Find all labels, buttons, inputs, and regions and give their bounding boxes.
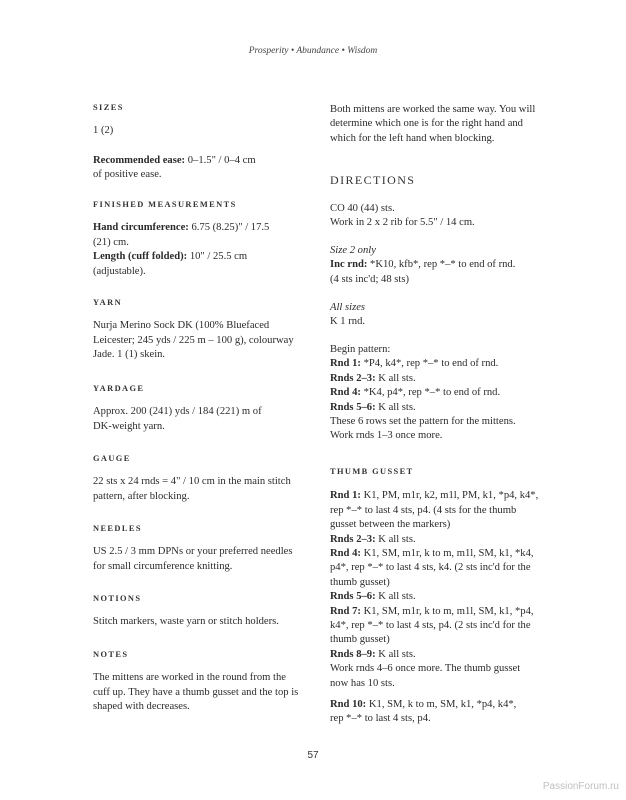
gusset-line: k4*, rep *–* to last 4 sts, p4. (2 sts inc'd for the <box>330 620 531 632</box>
rnd-4: Rnd 4: *K4, p4*, rep *–* to end of rnd. <box>330 387 501 399</box>
gauge-line: 22 sts x 24 rnds = 4" / 10 cm in the main stitch <box>93 476 291 488</box>
inc-rnd-cont: (4 sts inc'd; 48 sts) <box>330 273 410 285</box>
gusset-rnds-8-9: Rnds 8–9: K all sts. <box>330 648 416 660</box>
hand-circumference-cont: (21) cm. <box>93 236 129 248</box>
set-line: These 6 rows set the pattern for the mittens. <box>330 416 516 428</box>
gusset-line: now has 10 sts. <box>330 677 395 689</box>
notes-line: shaped with decreases. <box>93 701 190 713</box>
rnd-1: Rnd 1: *P4, k4*, rep *–* to end of rnd. <box>330 358 499 370</box>
notions-section <box>93 592 307 630</box>
yarn-line: Nurja Merino Sock DK (100% Bluefaced <box>93 320 270 332</box>
intro-line: which for the left hand when blocking. <box>330 132 495 144</box>
inc-rnd: Inc rnd: *K10, kfb*, rep *–* to end of rnd. <box>330 259 516 271</box>
sizes-value: 1 (2) <box>93 125 114 137</box>
gauge-section <box>93 452 307 504</box>
size-2-section <box>330 244 542 287</box>
notions-line: Stitch markers, waste yarn or stitch holders. <box>93 616 279 628</box>
length-cont: (adjustable). <box>93 265 146 277</box>
cast-on-line: CO 40 (44) sts. <box>330 203 395 214</box>
yardage-heading: YARDAGE <box>93 384 145 393</box>
recommended-ease: Recommended ease: 0–1.5" / 0–4 cm <box>93 154 256 166</box>
intro-section <box>330 103 542 146</box>
gusset-rnd-10-section <box>330 698 542 727</box>
notes-line: The mittens are worked in the round from the <box>93 672 286 684</box>
size-2-label: Size 2 only <box>330 245 376 256</box>
begin-pattern-section <box>330 343 542 444</box>
finished-heading: FINISHED MEASUREMENTS <box>93 200 237 209</box>
needles-line: US 2.5 / 3 mm DPNs or your preferred needles <box>93 546 293 558</box>
yardage-section <box>93 382 307 434</box>
length: Length (cuff folded): 10" / 25.5 cm <box>93 251 248 263</box>
all-sizes-section <box>330 301 542 330</box>
gusset-rnds-2-3: Rnds 2–3: K all sts. <box>330 533 416 545</box>
finished-measurements-section <box>93 198 307 279</box>
sizes-heading: SIZES <box>93 103 124 112</box>
gusset-line: rep *–* to last 4 sts, p4. <box>330 713 431 725</box>
page-number: 57 <box>307 750 319 761</box>
gusset-line: thumb gusset) <box>330 576 390 588</box>
hand-circumference: Hand circumference: 6.75 (8.25)" / 17.5 <box>93 222 270 234</box>
rnds-2-3: Rnds 2–3: K all sts. <box>330 372 416 384</box>
gauge-heading: GAUGE <box>93 454 131 463</box>
gusset-rnd-4: Rnd 4: K1, SM, m1r, k to m, m1l, SM, k1, *k4, <box>330 548 534 560</box>
intro-line: Both mittens are worked the same way. You will <box>330 104 536 115</box>
notions-heading: NOTIONS <box>93 594 142 603</box>
notes-line: cuff up. They have a thumb gusset and the top is <box>93 686 299 698</box>
thumb-gusset-section <box>330 465 542 691</box>
yarn-line: Jade. 1 (1) skein. <box>93 349 166 361</box>
gusset-line: Work rnds 4–6 once more. The thumb gusset <box>330 663 521 675</box>
cast-on <box>330 202 542 231</box>
running-header: Prosperity • Abundance • Wisdom <box>248 46 378 56</box>
gusset-line: thumb gusset) <box>330 634 390 646</box>
gusset-rnds-5-6: Rnds 5–6: K all sts. <box>330 591 416 603</box>
needles-section <box>93 522 307 574</box>
gusset-line: p4*, rep *–* to last 4 sts, k4. (2 sts inc'd for the <box>330 562 531 574</box>
begin-pattern: Begin pattern: <box>330 344 391 355</box>
needles-heading: NEEDLES <box>93 524 142 533</box>
yarn-line: Leicester; 245 yds / 225 m – 100 g), colourway <box>93 334 294 346</box>
needles-line: for small circumference knitting. <box>93 560 233 572</box>
gusset-line: rep *–* to last 4 sts, p4. (4 sts for the thumb <box>330 504 517 516</box>
rnds-5-6: Rnds 5–6: K all sts. <box>330 401 416 413</box>
set-line: Work rnds 1–3 once more. <box>330 430 443 442</box>
notes-heading: NOTES <box>93 650 129 659</box>
gusset-rnd-1: Rnd 1: K1, PM, m1r, k2, m1l, PM, k1, *p4, k4*, <box>330 490 539 502</box>
yarn-heading: YARN <box>93 298 123 307</box>
directions-heading: DIRECTIONS <box>330 173 416 187</box>
gauge-line: pattern, after blocking. <box>93 490 190 502</box>
all-sizes-label: All sizes <box>330 302 366 313</box>
intro-line: determine which one is for the right hand and <box>330 118 523 130</box>
yarn-section <box>93 296 307 363</box>
cast-on-line: Work in 2 x 2 rib for 5.5" / 14 cm. <box>330 217 475 229</box>
recommended-ease-cont: of positive ease. <box>93 169 162 181</box>
yardage-line: Approx. 200 (241) yds / 184 (221) m of <box>93 406 262 418</box>
yardage-line: DK-weight yarn. <box>93 420 165 432</box>
gusset-line: gusset between the markers) <box>330 519 451 531</box>
watermark: PassionForum.ru <box>542 781 619 792</box>
gusset-rnd-7: Rnd 7: K1, SM, m1r, k to m, m1l, SM, k1, *p4, <box>330 605 534 617</box>
directions-heading-wrap <box>330 173 542 187</box>
notes-section <box>93 648 307 715</box>
k1-rnd: K 1 rnd. <box>330 316 366 328</box>
gusset-rnd-10: Rnd 10: K1, SM, k to m, SM, k1, *p4, k4*, <box>330 699 517 710</box>
thumb-gusset-heading: THUMB GUSSET <box>330 467 414 476</box>
sizes-section <box>93 101 307 183</box>
